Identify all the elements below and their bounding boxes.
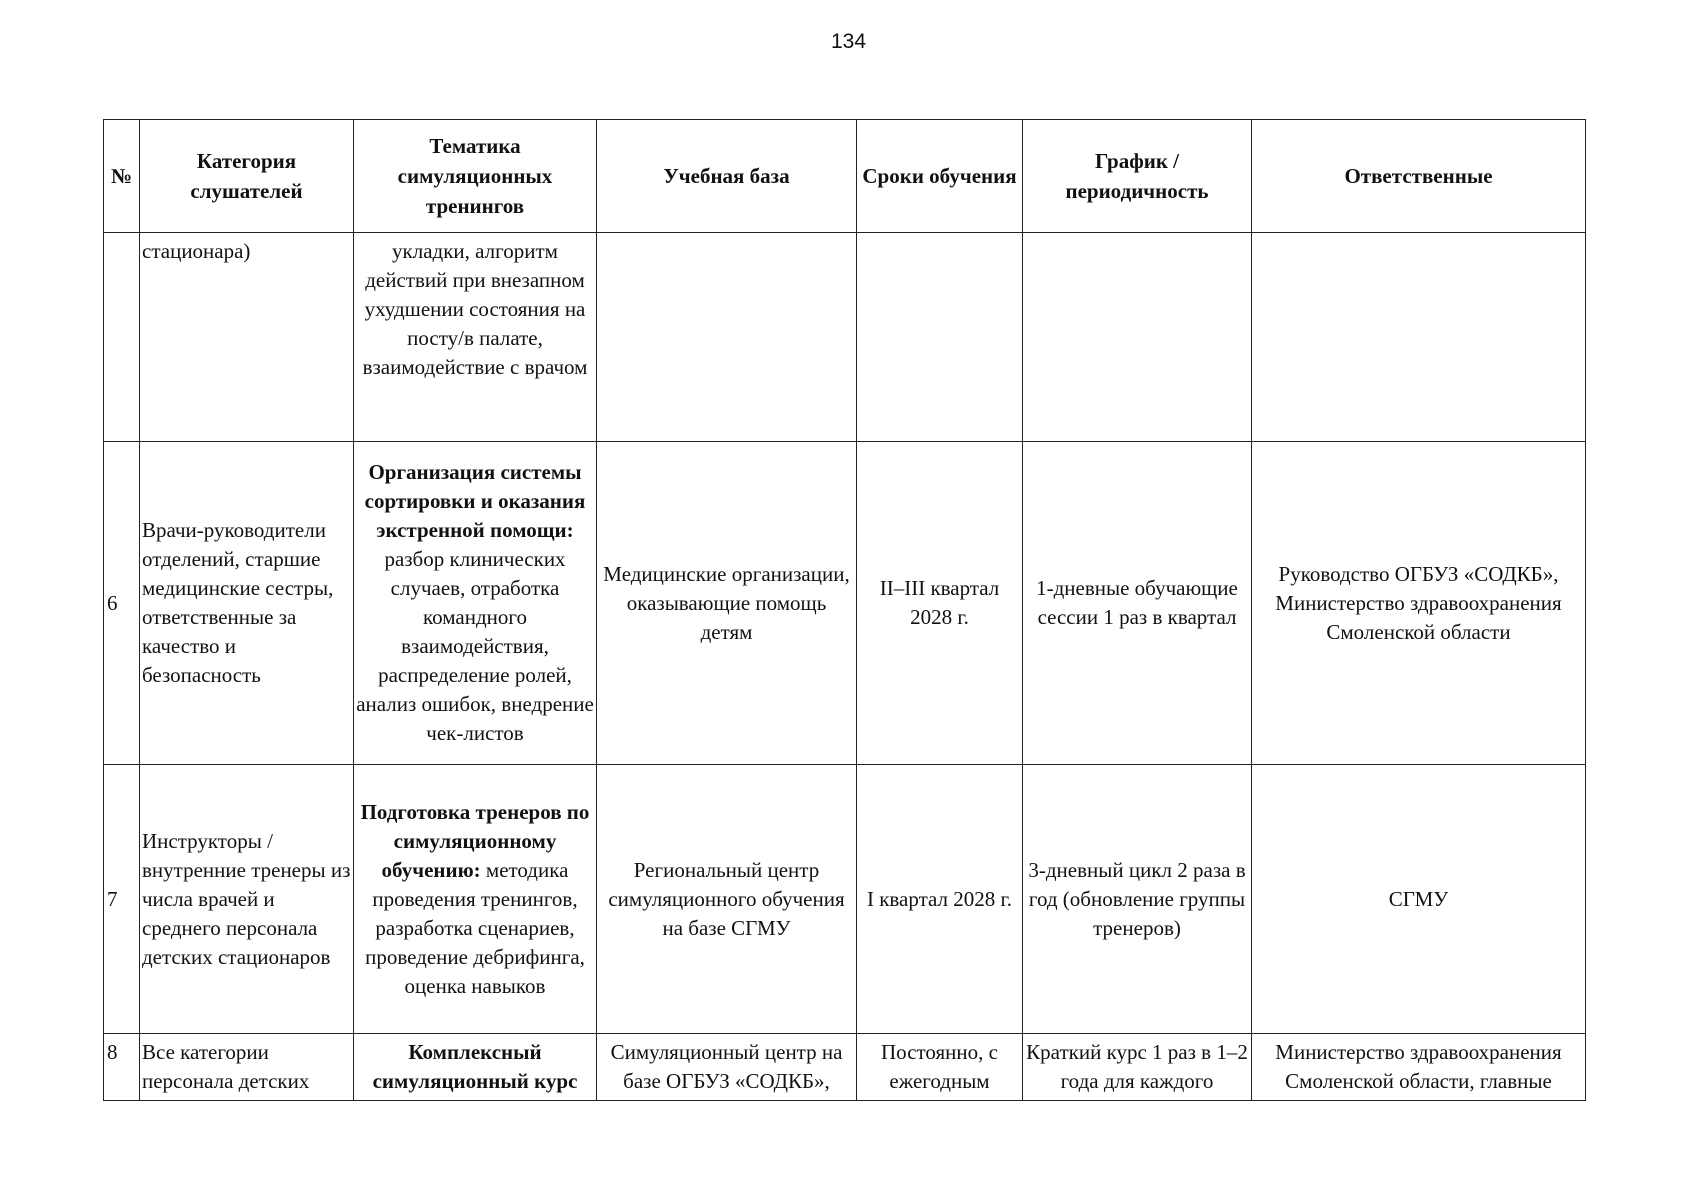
terms-cell: I квартал 2028 г. xyxy=(857,765,1023,1034)
schedule-cell: 3-дневный цикл 2 раза в год (обновление группы тренеров) xyxy=(1023,765,1252,1034)
topic-cell xyxy=(354,233,597,442)
row-number: 8 xyxy=(104,1034,140,1101)
terms-cell xyxy=(857,233,1023,442)
responsible-cell: Министерство здравоохранения Смоленской области, главные xyxy=(1252,1034,1586,1101)
base-cell: Региональный центр симуляционного обучения на базе СГМУ xyxy=(597,765,857,1034)
table-header-row xyxy=(104,120,1586,233)
base-cell: Медицинские организации, оказывающие помощь детям xyxy=(597,442,857,765)
responsible-cell: СГМУ xyxy=(1252,765,1586,1034)
topic-title: Организация системы сортировки и оказания экстренной помощи: xyxy=(364,460,586,542)
header-responsible: Ответственные xyxy=(1252,120,1586,233)
page-number: 134 xyxy=(830,30,867,53)
header-category: Категория слушателей xyxy=(140,120,354,233)
category-cell: Инструкторы / внутренние тренеры из числа врачей и среднего персонала детских стационаров xyxy=(140,765,354,1034)
responsible-cell: Руководство ОГБУЗ «СОДКБ», Министерство здравоохранения Смоленской области xyxy=(1252,442,1586,765)
header-num: № xyxy=(104,120,140,233)
schedule-cell: 1-дневные обучающие сессии 1 раз в квартал xyxy=(1023,442,1252,765)
schedule-cell xyxy=(1023,233,1252,442)
table-row xyxy=(104,442,1586,765)
terms-cell: Постоянно, с ежегодным xyxy=(857,1034,1023,1101)
topic-title: Подготовка тренеров по симуляционному обучению: xyxy=(360,799,590,882)
topic-cell xyxy=(354,765,597,1034)
responsible-cell xyxy=(1252,233,1586,442)
topic-description: методика проведения тренингов, разработка сценариев, проведение дебрифинга, оценка навыков xyxy=(365,857,585,998)
row-number xyxy=(104,233,140,442)
training-plan-table xyxy=(103,119,1586,1101)
header-terms: Сроки обучения xyxy=(857,120,1023,233)
table-row xyxy=(104,1034,1586,1101)
schedule-cell: Краткий курс 1 раз в 1–2 года для каждого xyxy=(1023,1034,1252,1101)
table-row xyxy=(104,765,1586,1034)
base-cell: Симуляционный центр на базе ОГБУЗ «СОДКБ», xyxy=(597,1034,857,1101)
category-cell: стационара) xyxy=(140,233,354,442)
topic-title: Комплексный симуляционный курс xyxy=(372,1040,578,1093)
table-row xyxy=(104,233,1586,442)
category-cell: Все категории персонала детских xyxy=(140,1034,354,1101)
header-topic: Тематика симуляционных тренингов xyxy=(354,120,597,233)
category-cell: Врачи-руководители отделений, старшие медицинские сестры, ответственные за качество и безопасность xyxy=(140,442,354,765)
header-schedule: График / периодичность xyxy=(1023,120,1252,233)
row-number: 7 xyxy=(104,765,140,1034)
header-base: Учебная база xyxy=(597,120,857,233)
topic-description: разбор клинических случаев, отработка командного взаимодействия, распределение ролей, анализ ошибок, внедрение чек-листов xyxy=(356,547,594,745)
topic-description: укладки, алгоритм действий при внезапном ухудшении состояния на посту/в палате, взаимодействие с врачом xyxy=(362,239,588,379)
topic-cell xyxy=(354,1034,597,1101)
row-number: 6 xyxy=(104,442,140,765)
terms-cell: II–III квартал 2028 г. xyxy=(857,442,1023,765)
topic-cell xyxy=(354,442,597,765)
base-cell xyxy=(597,233,857,442)
